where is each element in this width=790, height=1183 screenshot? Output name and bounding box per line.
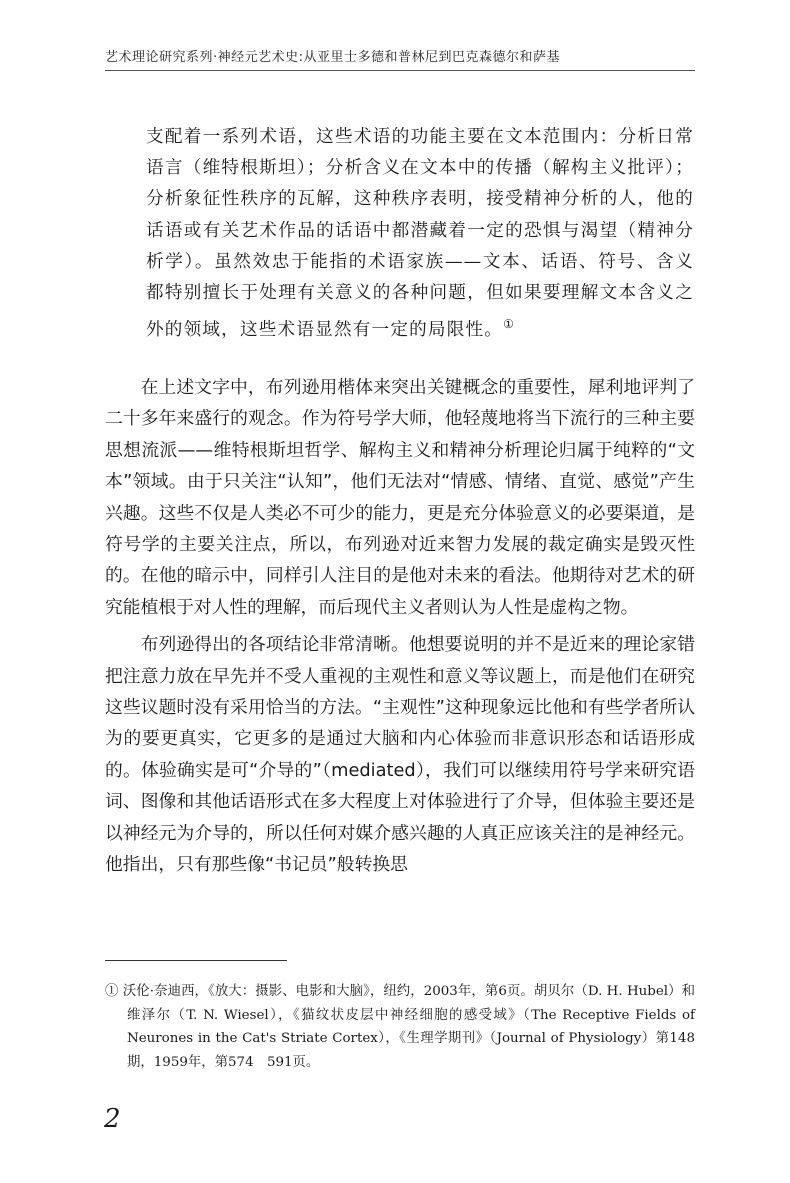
block-quote	[146, 122, 694, 346]
footnotes	[105, 980, 695, 1074]
footnote-mark: ①	[105, 984, 119, 999]
footnote-1	[105, 980, 695, 1074]
footnote-text: 沃伦·奈迪西，《放大：摄影、电影和大脑》，纽约，2003年，第6页。胡贝尔（D. H. Hubel）和维泽尔（T. N. Wiesel），《猫纹状皮层中神经细胞的感受域》（The Receptive Fields of Neurones in the Cat's Striate Cortex），《生理学期刊》（Journal of Physiology）第148期，1959年，第574 591页。	[122, 984, 695, 1070]
paragraph-2: 布列逊得出的各项结论非常清晰。他想要说明的并不是近来的理论家错把注意力放在早先并不受人重视的主观性和意义等议题上，而是他们在研究这些议题时没有采用恰当的方法。“主观性”这种现象远比他和有些学者所认为的要更真实，它更多的是通过大脑和内心体验而非意识形态和话语形成的。体验确实是可“介导的”（mediated），我们可以继续用符号学来研究语词、图像和其他话语形式在多大程度上对体验进行了介导，但体验主要还是以神经元为介导的，所以任何对媒介感兴趣的人真正应该关注的是神经元。他指出，只有那些像“书记员”般转换思	[105, 634, 695, 876]
running-header: 艺术理论研究系列·神经元艺术史:从亚里士多德和普林尼到巴克森德尔和萨基	[105, 50, 561, 65]
header-rule	[105, 70, 695, 71]
footnote-rule	[105, 960, 287, 961]
paragraph-1: 在上述文字中，布列逊用楷体来突出关键概念的重要性，犀利地评判了二十多年来盛行的观念。作为符号学大师，他轻蔑地将当下流行的三种主要思想流派——维特根斯坦哲学、解构主义和精神分析理论归属于纯粹的“文本”领域。由于只关注“认知”，他们无法对“情感、情绪、直觉、感觉”产生兴趣。这些不仅是人类必不可少的能力，更是充分体验意义的必要渠道，是符号学的主要关注点，所以，布列逊对近来智力发展的裁定确实是毁灭性的。在他的暗示中，同样引人注目的是他对未来的看法。他期待对艺术的研究能植根于对人性的理解，而后现代主义者则认为人性是虚构之物。	[105, 377, 695, 618]
page-number: 2	[104, 1104, 121, 1134]
footnote-reference[interactable]: ①	[503, 317, 516, 332]
body-text	[105, 372, 695, 887]
block-quote-text: 支配着一系列术语，这些术语的功能主要在文本范围内：分析日常语言（维特根斯坦）；分析含义在文本中的传播（解构主义批评）；分析象征性秩序的瓦解，这种秩序表明，接受精神分析的人，他的话语或有关艺术作品的话语中都潜藏着一定的恐惧与渴望（精神分析学）。虽然效忠于能指的术语家族——文本、话语、符号、含义都特别擅长于处理有关意义的各种问题，但如果要理解文本含义之外的领域，这些术语显然有一定的局限性。	[146, 127, 694, 341]
